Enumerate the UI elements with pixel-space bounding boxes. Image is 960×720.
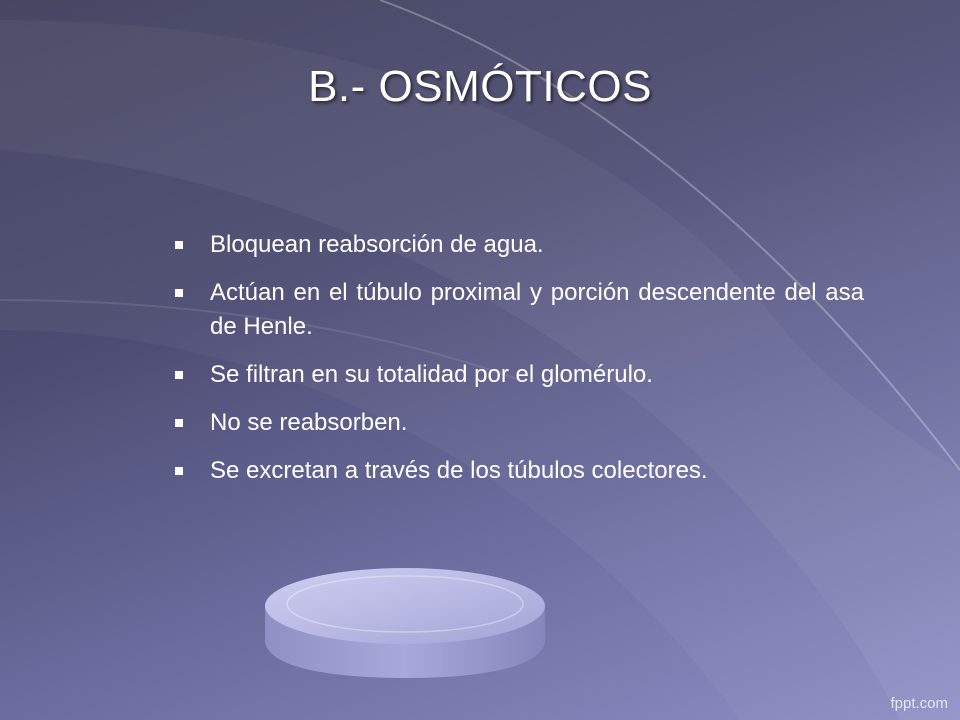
bullet-item <box>172 276 864 344</box>
bullet-text: Se excretan a través de los túbulos colectores. <box>210 457 708 484</box>
square-bullet-icon <box>175 467 183 475</box>
bullet-item <box>172 454 864 488</box>
square-bullet-icon <box>175 371 183 379</box>
bullet-item <box>172 358 864 392</box>
bullet-text: Bloquean reabsorción de agua. <box>210 231 544 258</box>
footer-watermark: fppt.com <box>890 695 948 712</box>
bullet-text: Actúan en el túbulo proximal y porción descendente del asa de Henle. <box>210 279 864 340</box>
bullet-item <box>172 406 864 440</box>
square-bullet-icon <box>175 241 183 249</box>
bullet-item <box>172 228 864 262</box>
square-bullet-icon <box>175 419 183 427</box>
pill-tablet-icon <box>255 548 555 678</box>
square-bullet-icon <box>175 289 183 297</box>
bullet-list <box>172 228 864 502</box>
bullet-text: No se reabsorben. <box>210 409 408 436</box>
slide-title: B.- OSMÓTICOS <box>308 62 652 111</box>
bullet-text: Se filtran en su totalidad por el glomérulo. <box>210 361 653 388</box>
